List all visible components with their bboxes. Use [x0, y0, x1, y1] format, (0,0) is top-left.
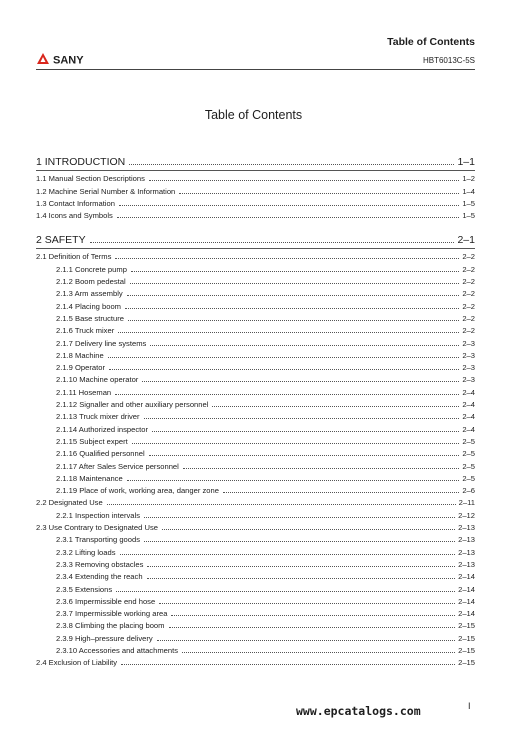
toc-entry[interactable] — [36, 171, 475, 183]
toc-entry-label: 2.3.9 High–pressure delivery — [56, 633, 153, 643]
toc-entry-page: 2–5 — [462, 449, 475, 459]
toc-entry-label: 2.1.17 After Sales Service personnel — [56, 461, 179, 471]
toc-entry[interactable] — [36, 196, 475, 208]
header-title: Table of Contents — [387, 36, 475, 48]
toc-chapter-page: 2–1 — [457, 234, 475, 247]
toc-entry-label: 1.1 Manual Section Descriptions — [36, 174, 145, 184]
toc-entry-label: 2.1.11 Hoseman — [56, 387, 112, 397]
toc-entry[interactable] — [36, 286, 475, 298]
toc-chapter-label: 2 SAFETY — [36, 234, 86, 247]
toc-entry-label: 2.4 Exclusion of Liability — [36, 658, 118, 668]
toc-entry[interactable] — [36, 409, 475, 421]
toc-entry[interactable] — [36, 348, 475, 360]
toc-entry-page: 2–6 — [462, 486, 475, 496]
toc-entry-label: 2.1.6 Truck mixer — [56, 326, 115, 336]
toc-entry-page: 2–14 — [458, 609, 475, 619]
toc-dot-leader — [127, 480, 460, 481]
toc-entry[interactable] — [36, 434, 475, 446]
toc-entry[interactable] — [36, 372, 475, 384]
toc-entry-label: 2.3.7 Impermissible working area — [56, 609, 168, 619]
toc-entry-page: 2–5 — [462, 436, 475, 446]
toc-entry-page: 2–4 — [462, 387, 475, 397]
toc-entry-label: 2.1.12 Signaller and other auxiliary personnel — [56, 400, 209, 410]
toc-entry-page: 2–14 — [458, 596, 475, 606]
toc-entry-label: 2.1.10 Machine operator — [56, 375, 139, 385]
toc-entry[interactable] — [36, 261, 475, 273]
toc-entry[interactable] — [36, 471, 475, 483]
toc-entry-label: 2.1.3 Arm assembly — [56, 289, 123, 299]
toc-entry[interactable] — [36, 360, 475, 372]
toc-dot-leader — [129, 164, 454, 165]
toc-entry-label: 1.4 Icons and Symbols — [36, 211, 113, 221]
toc-entry-page: 2–3 — [462, 363, 475, 373]
toc-entry[interactable] — [36, 544, 475, 556]
toc-entry[interactable] — [36, 421, 475, 433]
toc-entry-page: 2–5 — [462, 473, 475, 483]
toc-dot-leader — [144, 541, 455, 542]
toc-entry-label: 2.3.10 Accessories and attachments — [56, 645, 178, 655]
toc-entry-label: 2.1.15 Subject expert — [56, 436, 128, 446]
page-title: Table of Contents — [204, 108, 303, 122]
toc-entry-label: 1.3 Contact Information — [36, 198, 115, 208]
toc-entry[interactable] — [36, 274, 475, 286]
toc-dot-leader — [90, 242, 455, 243]
toc-dot-leader — [182, 652, 455, 653]
toc-entry-label: 2.1.14 Authorized inspector — [56, 424, 149, 434]
toc-entry-label: 2.3.8 Climbing the placing boom — [56, 621, 165, 631]
toc-dot-leader — [119, 205, 459, 206]
toc-dot-leader — [115, 394, 459, 395]
toc-entry-label: 2.3.6 Impermissible end hose — [56, 596, 156, 606]
toc-entry-label: 2.1.2 Boom pedestal — [56, 277, 126, 287]
toc-entry-label: 2.1.8 Machine — [56, 350, 104, 360]
toc-dot-leader — [117, 217, 460, 218]
toc-dot-leader — [132, 443, 460, 444]
toc-dot-leader — [130, 283, 460, 284]
toc-entry-label: 2.1.5 Base structure — [56, 313, 124, 323]
toc-entry-page: 1–5 — [462, 211, 475, 221]
toc-entry[interactable] — [36, 458, 475, 470]
toc-dot-leader — [171, 615, 455, 616]
toc-entry-page: 2–14 — [458, 584, 475, 594]
toc-dot-leader — [116, 591, 455, 592]
toc-entry-page: 2–3 — [462, 338, 475, 348]
toc-entry[interactable] — [36, 557, 475, 569]
toc-entry[interactable] — [36, 520, 475, 532]
sany-logo — [36, 52, 98, 66]
toc-chapter-label: 1 INTRODUCTION — [36, 156, 126, 168]
toc-dot-leader — [212, 406, 459, 407]
toc-entry-page: 2–14 — [458, 572, 475, 582]
toc-entry-page: 2–13 — [458, 547, 475, 557]
toc-dot-leader — [147, 566, 455, 567]
toc-entry[interactable] — [36, 298, 475, 310]
toc-entry-label: 2.3.2 Lifting loads — [56, 547, 116, 557]
toc-dot-leader — [107, 504, 456, 505]
toc-entry-label: 2.1.9 Operator — [56, 363, 105, 373]
toc-dot-leader — [162, 529, 455, 530]
toc-entry[interactable] — [36, 446, 475, 458]
toc-entry-label: 2.3.4 Extending the reach — [56, 572, 143, 582]
toc-dot-leader — [109, 369, 459, 370]
page-number: I — [468, 701, 471, 711]
toc-dot-leader — [183, 468, 459, 469]
toc-dot-leader — [115, 258, 459, 259]
toc-entry-page: 2–2 — [462, 301, 475, 311]
toc-entry-page: 1–5 — [462, 198, 475, 208]
toc-entry[interactable] — [36, 630, 475, 642]
toc-dot-leader — [150, 345, 459, 346]
header-model-number: HBT6013C-5S — [422, 56, 475, 65]
toc-entry[interactable] — [36, 208, 475, 220]
toc-entry[interactable] — [36, 532, 475, 544]
toc-dot-leader — [144, 418, 460, 419]
toc-entry-page: 2–3 — [462, 375, 475, 385]
toc-entry-page: 2–2 — [462, 277, 475, 287]
toc-entry-page: 1–4 — [462, 186, 475, 196]
toc-entry-page: 2–4 — [462, 412, 475, 422]
toc-dot-leader — [149, 180, 459, 181]
toc-dot-leader — [144, 517, 455, 518]
toc-entry-page: 1–2 — [462, 174, 475, 184]
toc-entry[interactable] — [36, 249, 475, 261]
toc-entry[interactable] — [36, 655, 475, 667]
toc-entry-label: 2.1 Definition of Terms — [36, 252, 112, 262]
footer-url: www.epcatalogs.com — [296, 704, 421, 718]
toc-entry-page: 2–2 — [462, 252, 475, 262]
toc-dot-leader — [131, 271, 459, 272]
toc-entry[interactable] — [36, 311, 475, 323]
toc-entry[interactable] — [36, 397, 475, 409]
toc-entry-label: 2.1.4 Placing boom — [56, 301, 122, 311]
toc-dot-leader — [121, 664, 455, 665]
toc-entry-page: 2–13 — [458, 523, 475, 533]
toc-entry-label: 2.1.16 Qualified personnel — [56, 449, 145, 459]
toc-entry-page: 2–2 — [462, 264, 475, 274]
toc-entry[interactable] — [36, 183, 475, 195]
toc-entry-page: 2–11 — [458, 498, 475, 508]
toc-entry-page: 2–3 — [462, 350, 475, 360]
toc-entry-page: 2–15 — [458, 658, 475, 668]
toc-dot-leader — [127, 295, 460, 296]
table-of-contents — [36, 154, 475, 667]
toc-dot-leader — [120, 554, 456, 555]
toc-entry[interactable] — [36, 581, 475, 593]
toc-entry-page: 2–15 — [458, 633, 475, 643]
toc-entry[interactable] — [36, 569, 475, 581]
toc-entry[interactable] — [36, 323, 475, 335]
toc-chapter-heading[interactable] — [36, 232, 475, 246]
section-gap — [36, 220, 475, 232]
toc-entry-page: 2–15 — [458, 645, 475, 655]
toc-entry[interactable] — [36, 495, 475, 507]
toc-entry[interactable] — [36, 507, 475, 519]
page-header — [0, 0, 507, 75]
toc-entry-label: 2.3.5 Extensions — [56, 584, 113, 594]
toc-entry-label: 2.1.7 Delivery line systems — [56, 338, 147, 348]
toc-dot-leader — [128, 320, 459, 321]
toc-entry[interactable] — [36, 618, 475, 630]
toc-entry-label: 2.1.18 Maintenance — [56, 473, 123, 483]
toc-entry-page: 2–4 — [462, 424, 475, 434]
toc-entry-label: 2.2 Designated Use — [36, 498, 103, 508]
toc-entry-page: 2–13 — [458, 535, 475, 545]
toc-dot-leader — [169, 627, 456, 628]
toc-entry-label: 2.1.19 Place of work, working area, danger zone — [56, 486, 219, 496]
toc-dot-leader — [159, 603, 455, 604]
toc-entry[interactable] — [36, 643, 475, 655]
toc-entry-page: 2–12 — [458, 510, 475, 520]
toc-entry[interactable] — [36, 594, 475, 606]
toc-dot-leader — [108, 357, 460, 358]
toc-dot-leader — [142, 381, 459, 382]
toc-entry-label: 2.1.1 Concrete pump — [56, 264, 127, 274]
toc-chapter-page: 1–1 — [457, 156, 475, 168]
toc-dot-leader — [223, 492, 459, 493]
toc-entry-page: 2–15 — [458, 621, 475, 631]
toc-dot-leader — [179, 193, 459, 194]
toc-chapter-heading[interactable] — [36, 154, 475, 168]
toc-entry-label: 1.2 Machine Serial Number & Information — [36, 186, 176, 196]
toc-entry-page: 2–13 — [458, 559, 475, 569]
toc-entry-page: 2–2 — [462, 289, 475, 299]
toc-dot-leader — [149, 455, 460, 456]
toc-dot-leader — [125, 308, 459, 309]
toc-dot-leader — [118, 332, 459, 333]
toc-entry-label: 2.3.3 Removing obstacles — [56, 559, 144, 569]
toc-entry[interactable] — [36, 335, 475, 347]
toc-entry-label: 2.2.1 Inspection intervals — [56, 510, 141, 520]
toc-entry-label: 2.1.13 Truck mixer driver — [56, 412, 140, 422]
toc-dot-leader — [157, 640, 455, 641]
toc-entry-page: 2–4 — [462, 400, 475, 410]
header-divider — [36, 69, 475, 70]
toc-entry-page: 2–2 — [462, 326, 475, 336]
toc-entry-label: 2.3.1 Transporting goods — [56, 535, 141, 545]
logo-text: SANY — [53, 54, 84, 66]
toc-dot-leader — [147, 578, 456, 579]
toc-entry[interactable] — [36, 483, 475, 495]
toc-entry[interactable] — [36, 384, 475, 396]
toc-dot-leader — [152, 431, 459, 432]
toc-entry-page: 2–5 — [462, 461, 475, 471]
toc-entry-label: 2.3 Use Contrary to Designated Use — [36, 523, 158, 533]
toc-entry-page: 2–2 — [462, 313, 475, 323]
toc-entry[interactable] — [36, 606, 475, 618]
